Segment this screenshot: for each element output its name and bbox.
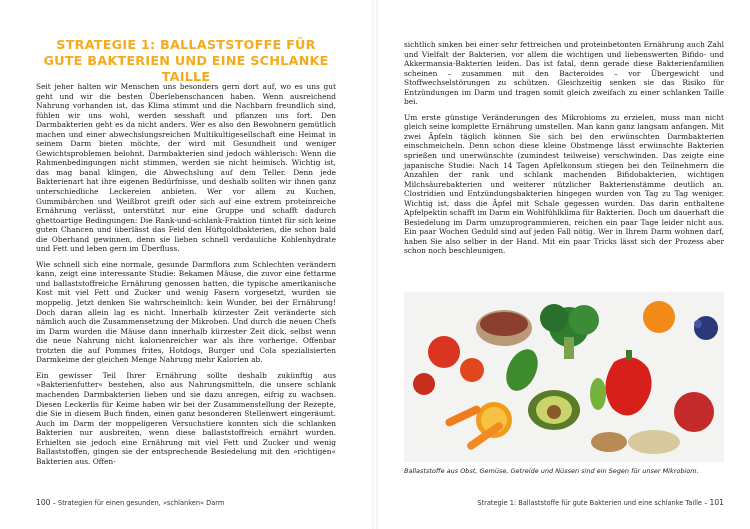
left-page <box>0 0 372 529</box>
running-footer-text: Strategie 1: Ballaststoffe für gute Bakterien und eine schlanke Taille – <box>477 499 708 507</box>
page-number: 101 <box>709 498 724 507</box>
left-body-text <box>36 82 336 472</box>
page-number: 100 <box>36 498 51 507</box>
paragraph: Ein gewisser Teil Ihrer Ernährung sollte deshalb zukünftig aus »Bakterienfutter« bestehen, also aus Nahrungsmitteln, die unsere schlank machenden Darmbakterien lieben und sie dazu anregen, eifrig zu wachsen. Diesen Leckerlis für Keime haben wir bei der Zusammenstellung der Rezepte, die Sie in diesem Buch finden, einen ganz besonderen Stellenwert eingeräumt. Auch im Darm der moppeligeren Versuchstiere konnten sich die schlanken Bakterien nur ausbreiten, wenn diese ballaststoffreich ernährt wurden. Erhielten sie jedoch eine Ernährung mit viel Fett und Zucker und wenig Ballaststoffen, gingen sie der entsprechende Besiedelung mit den »richtigen« Bakterien aus. Offen- <box>36 370 336 466</box>
chapter-heading: STRATEGIE 1: BALLASTSTOFFE FÜR GUTE BAKTERIEN UND EINE SCHLANKE TAILLE <box>43 38 329 85</box>
paragraph: Um erste günstige Veränderungen des Mikrobioms zu erzielen, muss man nicht gleich seine komplette Ernährung umstellen. Man kann ganz langsam anfangen. Mit zwei Äpfeln täglich können Sie sich bei den erwünschten Darmbakterien einschmeicheln. Denn schon diese kleine Obstmenge lässt erwünschte Bakterien sprießen und unerwünschte (zumindest teilweise) verschwinden. Das zeigte eine japanische Studie: Nach 14 Tagen Apfelkonsum stiegen bei den Teilnehmern die Anzahlen der rank und schlank machenden Bifidobakterien, wichtigen Milchsäurebakterien und weiterer nützlicher Bakterienstämme deutlich an. Clostridien und Entzündungsbakterien hingegen wurden von Tag zu Tag weniger. Wichtig ist, dass die Äpfel mit Schale gegessen wurden. Das darin enthaltene Apfelpektin schafft im Darm ein Wohlfühlklima für Bakterien. Doch um dauerhaft die Besiedelung im Darm umzuprogrammieren, reichen ein paar Tage leider nicht aus. Ein paar Wochen Geduld sind auf jeden Fall nötig. Wer in Ihrem Darm wohnen darf, haben Sie also selber in der Hand. Mit ein paar Tricks lässt sich der Prozess aber schon noch beschleunigen. <box>404 112 724 256</box>
paragraph: Wie schnell sich eine normale, gesunde Darmflora zum Schlechten verändern kann, zeigt eine interessante Studie: Bekamen Mäuse, die zuvor eine fettarme und ballaststoffreiche Ernährung genossen hatten, die typische amerikanische Kost mit viel Fett und Zucker und wenig Fasern vorgesetzt, wurden sie moppelig. Jetzt denken Sie wahrscheinlich: kein Wunder, bei der Ernährung! Doch daran allein lag es nicht. Innerhalb kürzester Zeit veränderte sich nämlich auch die Zusammensetzung der Mikroben. Und durch die neuen Chefs im Darm wurden die Mäuse dann innerhalb kürzester Zeit dick, selbst wenn die neue Nahrung nicht kalorienreicher war als ihre vorherige. Offenbar trotzten die auf Pommes frites, Hotdogs, Burger und Cola spezialisierten Darmkeime der gleichen Menge Nahrung mehr Kalorien ab. <box>36 259 336 365</box>
right-footer <box>477 498 724 507</box>
produce-photo <box>404 292 724 462</box>
right-page <box>378 0 750 529</box>
left-footer <box>36 498 224 507</box>
paragraph: Seit jeher halten wir Menschen uns besonders gern dort auf, wo es uns gut geht und wir die besten Überlebenschancen haben. Wenn ausreichend Nahrung vorhanden ist, das Klima stimmt und die Nachbarn freundlich sind, fühlen wir uns wohl, werden sesshaft und pflanzen uns fort. Den Darmbakterien geht es da nicht anders. Wer es also den Bewohnern gemütlich machen und einer abwechslungsreichen Multikultigesellschaft eine Heimat in seinem Darm bieten möchte, der wird mit Gesundheit und weniger Gewichtsproblemen belohnt. Darmbakterien sind jedoch wählerisch: Wenn die Rahmenbedingungen nicht stimmen, werden sie nicht heimisch. Wichtig ist, das mag banal klingen, die Abwechslung auf dem Teller. Denn jede Bakterienart hat ihre eigenen Bedürfnisse, und deshalb sollten wir ihnen ganz unterschiedliche Leckereien anbieten. Wer vor allem zu Kuchen, Gummibärchen und Weißbrot greift oder sich auf eine extrem proteinreiche Ernährung verlässt, unterstützt nur eine Gruppe und schafft dadurch ghettoartige Bedingungen: Die Rank-und-schlank-Fraktion tüntet für sich keine guten Chancen und überlässt das Feld den Hüftgoldbakterien, die schon bald die Oberhand gewinnen, denn sie lieben schnell verdauliche Kohlenhydrate und Fett und leben gern im Überfluss. <box>36 82 336 254</box>
right-body-text <box>404 40 724 262</box>
photo-caption: Ballaststoffe aus Obst, Gemüse, Getreide und Nüssen sind ein Segen für unser Mikrobiom. <box>404 467 699 475</box>
fruits-vegetables-illustration <box>404 292 724 462</box>
paragraph: sichtlich sinken bei einer sehr fettreichen und proteinbetonten Ernährung auch Zahl und Vielfalt der Bakterien, vor allem die wichtigen und liebenswerten Bifido- und Akkermansia-Bakterien leiden. Das ist fatal, denn gerade diese Bakterienfamilien scheinen – zusammen mit den Bacteroides – vor Übergewicht und Stoffwechselstörungen zu schützen. Gleichzeitig senken sie das Risiko für Entzündungen im Darm und tragen somit gleich zweifach zu einer schlanken Taille bei. <box>404 40 724 107</box>
running-footer-text: – Strategien für einen gesunden, »schlanken« Darm <box>52 499 225 507</box>
